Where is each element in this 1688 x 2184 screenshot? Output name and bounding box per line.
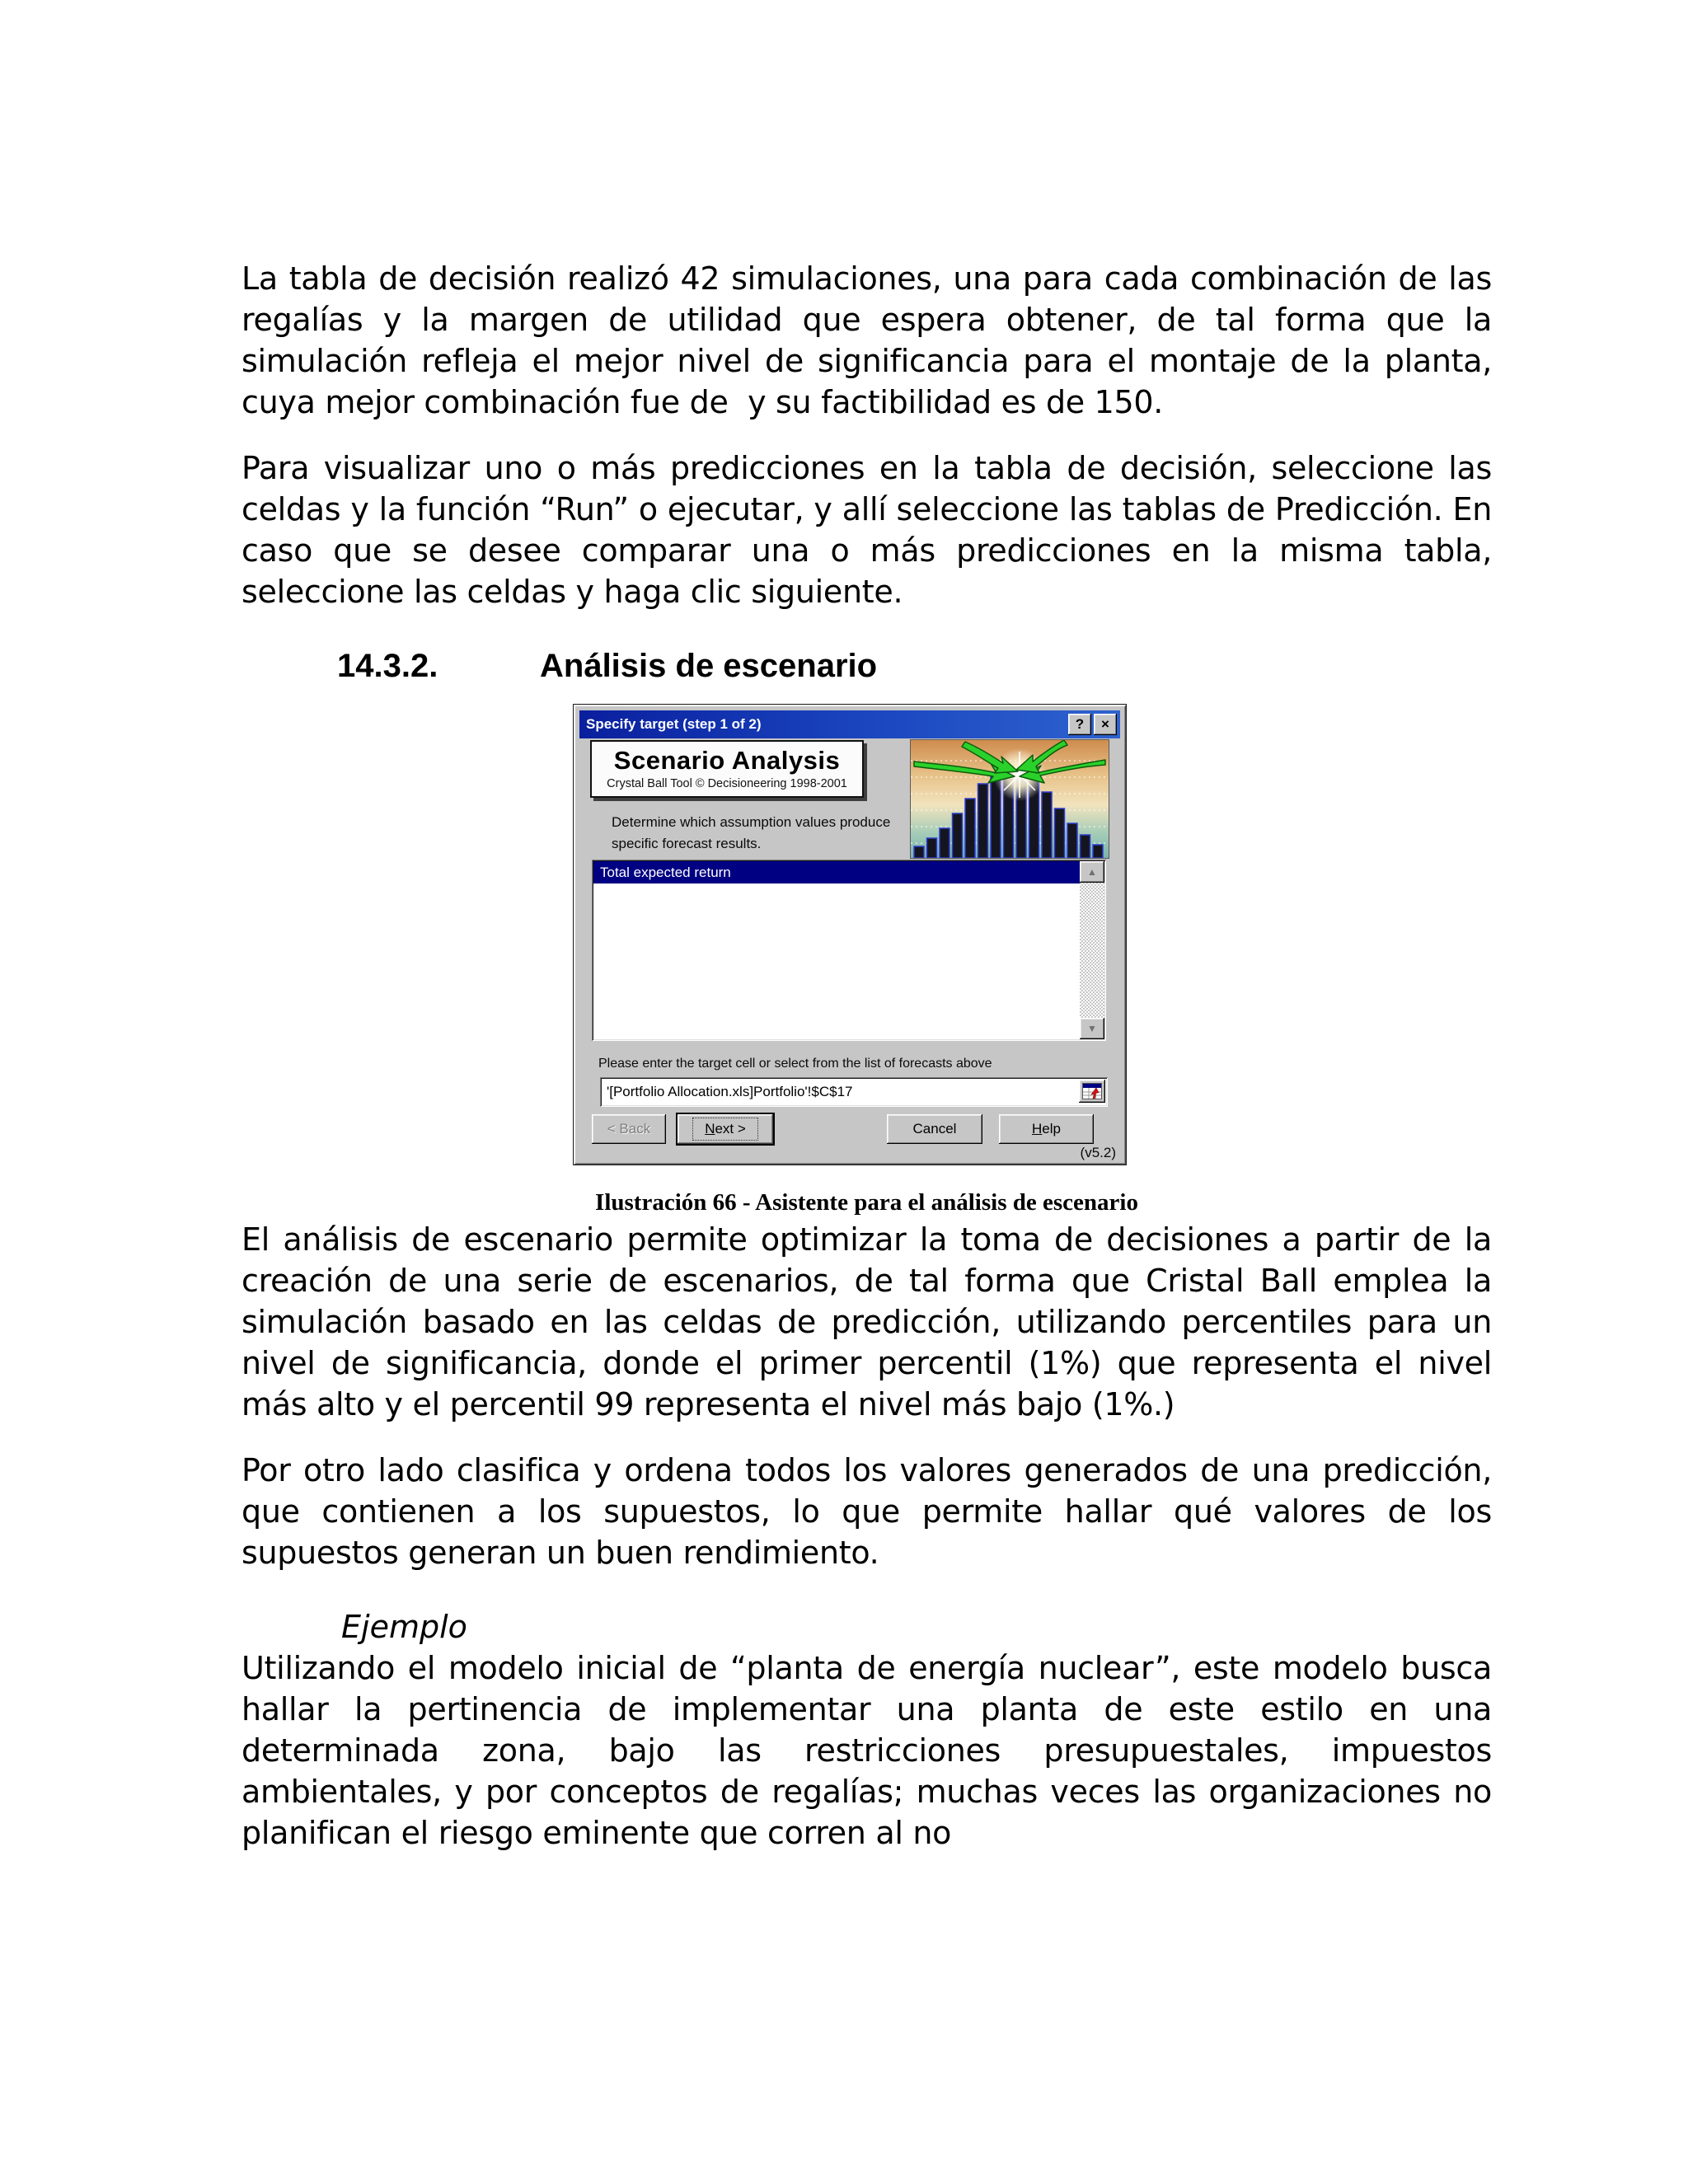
section-number: 14.3.2. [337, 648, 438, 684]
scroll-down-icon[interactable]: ▼ [1080, 1018, 1104, 1039]
example-heading: Ejemplo [341, 1609, 467, 1645]
target-cell-prompt: Please enter the target cell or select from the list of forecasts above [598, 1057, 992, 1071]
next-button[interactable] [678, 1114, 773, 1144]
help-icon[interactable]: ? [1068, 714, 1091, 735]
next-button-label: Next > [692, 1118, 758, 1141]
paragraph: La tabla de decisión realizó 42 simulaciones, una para cada combinación de las regalías y la margen de utilidad que espera obtener, de tal forma que la simulación refleja el mejor nivel de significancia para el montaje de la planta, cuya mejor combinación fue de y su factibilidad es de 150. [241, 260, 1492, 420]
listbox-scrollbar[interactable] [1080, 861, 1104, 1039]
dialog-description: Determine which assumption values produce specific forecast results. [612, 814, 891, 851]
forecast-list-item-selected[interactable]: Total expected return [593, 861, 1080, 883]
back-button[interactable] [592, 1114, 666, 1144]
help-button-label: Help [1032, 1121, 1061, 1137]
dialog-title: Specify target (step 1 of 2) [586, 716, 762, 732]
brand-box [590, 740, 864, 798]
forecast-listbox[interactable] [592, 860, 1106, 1041]
section-heading [241, 645, 1492, 687]
cancel-button[interactable] [887, 1114, 982, 1144]
figure-caption: Ilustración 66 - Asistente para el análisis de escenario [595, 1189, 1138, 1216]
target-cell-input[interactable] [603, 1080, 1068, 1104]
cancel-button-label: Cancel [912, 1121, 957, 1137]
brand-title: Scenario Analysis [613, 746, 841, 775]
target-cell-field [600, 1077, 1108, 1107]
histogram-splash-image [910, 739, 1109, 859]
section-title: Análisis de escenario [540, 648, 878, 684]
paragraph: Por otro lado clasifica y ordena todos los valores generados de una predicción, que contienen a los supuestos, lo que permite hallar qué valores de los supuestos generan un buen rendimiento. [241, 1452, 1492, 1571]
help-button[interactable] [999, 1114, 1094, 1144]
scroll-up-icon[interactable]: ▲ [1080, 861, 1104, 883]
titlebar-buttons [1068, 714, 1117, 735]
version-label: (v5.2) [1080, 1145, 1116, 1160]
paragraph: El análisis de escenario permite optimizar la toma de decisiones a partir de la creación de una serie de escenarios, de tal forma que Cristal Ball emplea la simulación basado en las celdas de predicción, utilizando percentiles para un nivel de significancia, donde el primer percentil (1%) que representa el nivel más alto y el percentil 99 representa el nivel más bajo (1%.) [241, 1221, 1492, 1422]
scenario-analysis-dialog [574, 705, 1126, 1165]
back-button-label: < Back [607, 1121, 651, 1137]
range-picker-glyph [1082, 1083, 1102, 1099]
histogram-graphic [911, 740, 1109, 858]
close-icon[interactable]: × [1094, 714, 1117, 735]
document-page [241, 0, 1492, 1878]
paragraph: Utilizando el modelo inicial de “planta de energía nuclear”, este modelo busca hallar la pertinencia de implementar una planta de este estilo en una determinada zona, bajo las restricciones presupuestales, impuestos ambientales, y por conceptos de regalías; muchas veces las organizaciones no planifican el riesgo eminente que corren al no [241, 1650, 1492, 1851]
paragraph: Para visualizar uno o más predicciones en la tabla de decisión, seleccione las celdas y la función “Run” o ejecutar, y allí seleccione las tablas de Predicción. En caso que se desee comparar una o más predicciones en la misma tabla, seleccione las celdas y haga clic siguiente. [241, 450, 1492, 610]
brand-subtitle: Crystal Ball Tool © Decisioneering 1998-2001 [607, 777, 847, 790]
dialog-titlebar[interactable] [579, 710, 1120, 738]
range-picker-icon[interactable] [1079, 1080, 1105, 1103]
